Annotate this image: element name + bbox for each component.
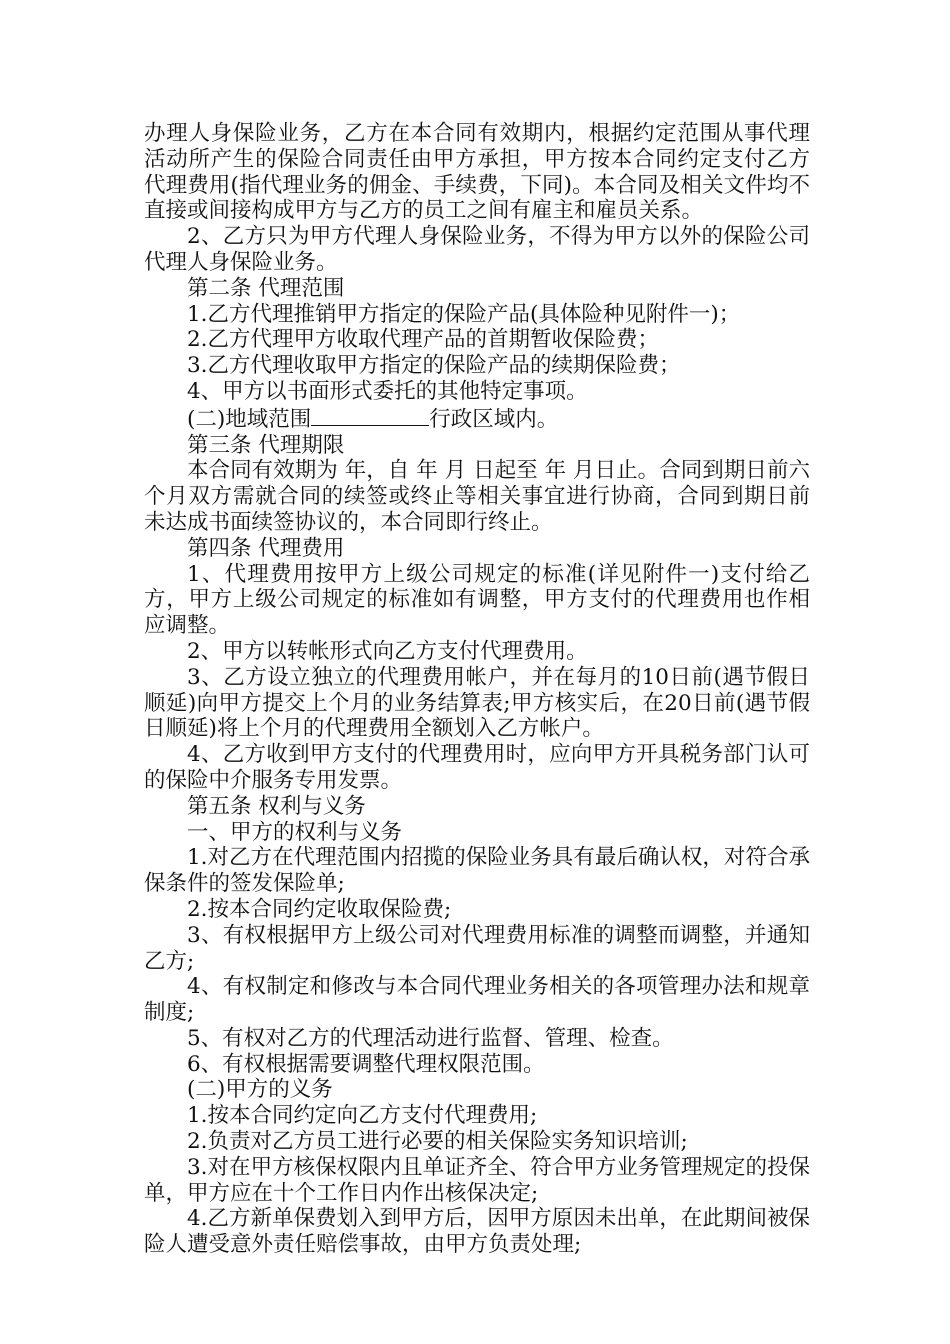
heading-party-a-obligations: (二)甲方的义务: [187, 1077, 333, 1103]
paragraph-fee-3: 3、乙方设立独立的代理费用帐户，并在每月的10日前(遇节假日顺延)向甲方提交上个月的业务结算表;甲方核实后，在20日前(遇节假日顺延)将上个月的代理费用全额划入乙方帐户。: [144, 664, 810, 742]
paragraph-obligation-4: 4.乙方新单保费划入到甲方后，因甲方原因未出单，在此期间被保险人遭受意外责任赔偿事故，由甲方负责处理;: [144, 1206, 810, 1258]
document-page: [144, 121, 810, 1258]
paragraph-scope-4: 4、甲方以书面形式委托的其他特定事项。: [187, 378, 588, 404]
heading-article-4: 第四条 代理费用: [187, 535, 345, 561]
paragraph-term: 本合同有效期为 年，自 年 月 日起至 年 月日止。合同到期日前六个月双方需就合同的续签或终止等相关事宜进行协商，合同到期日前未达成书面续签协议的，本合同即行终止。: [144, 458, 810, 535]
paragraph-obligation-2: 2.负责对乙方员工进行必要的相关保险实务知识培训;: [187, 1129, 688, 1155]
paragraph-fee-4: 4、乙方收到甲方支付的代理费用时，应向甲方开具税务部门认可的保险中介服务专用发票。: [144, 742, 810, 793]
paragraph-obligation-3: 3.对在甲方核保权限内且单证齐全、符合甲方业务管理规定的投保单，甲方应在十个工作日内作出核保决定;: [144, 1154, 810, 1206]
paragraph-scope-3: 3.乙方代理收取甲方指定的保险产品的续期保险费；: [187, 353, 681, 379]
paragraph-intro: 办理人身保险业务，乙方在本合同有效期内，根据约定范围从事代理活动所产生的保险合同责任由甲方承担，甲方按本合同约定支付乙方代理费用(指代理业务的佣金、手续费，下同)。本合同及相关文件均不直接或间接构成甲方与乙方的员工之间有雇主和雇员关系。: [144, 121, 810, 224]
paragraph-fee-2: 2、甲方以转帐形式向乙方支付代理费用。: [187, 638, 588, 664]
region-label: (二)地域范围: [187, 406, 312, 432]
paragraph-right-4: 4、有权制定和修改与本合同代理业务相关的各项管理办法和规章制度;: [144, 974, 810, 1026]
heading-article-2: 第二条 代理范围: [187, 275, 345, 301]
heading-article-5: 第五条 权利与义务: [187, 793, 366, 819]
region-blank-line: [311, 405, 429, 426]
paragraph-obligation-1: 1.按本合同约定向乙方支付代理费用;: [187, 1103, 538, 1129]
region-suffix: 行政区域内。: [429, 406, 559, 432]
paragraph-region: [144, 405, 810, 433]
paragraph-right-3: 3、有权根据甲方上级公司对代理费用标准的调整而调整，并通知乙方;: [144, 922, 810, 974]
heading-article-3: 第三条 代理期限: [187, 432, 345, 458]
paragraph-scope-1: 1.乙方代理推销甲方指定的保险产品(具体险种见附件一)；: [187, 301, 741, 327]
paragraph-right-5: 5、有权对乙方的代理活动进行监督、管理、检查。: [187, 1025, 674, 1051]
paragraph-clause-1-2: 2、乙方只为甲方代理人身保险业务，不得为甲方以外的保险公司代理人身保险业务。: [144, 224, 810, 275]
paragraph-fee-1: 1、代理费用按甲方上级公司规定的标准(详见附件一)支付给乙方，甲方上级公司规定的标准如有调整，甲方支付的代理费用也作相应调整。: [144, 561, 810, 639]
paragraph-right-2: 2.按本合同约定收取保险费;: [187, 896, 452, 922]
heading-party-a-rights: 一、甲方的权利与义务: [187, 819, 403, 845]
paragraph-right-6: 6、有权根据需要调整代理权限范围。: [187, 1051, 545, 1077]
paragraph-scope-2: 2.乙方代理甲方收取代理产品的首期暂收保险费；: [187, 327, 660, 353]
paragraph-right-1: 1.对乙方在代理范围内招揽的保险业务具有最后确认权，对符合承保条件的签发保险单;: [144, 845, 810, 897]
